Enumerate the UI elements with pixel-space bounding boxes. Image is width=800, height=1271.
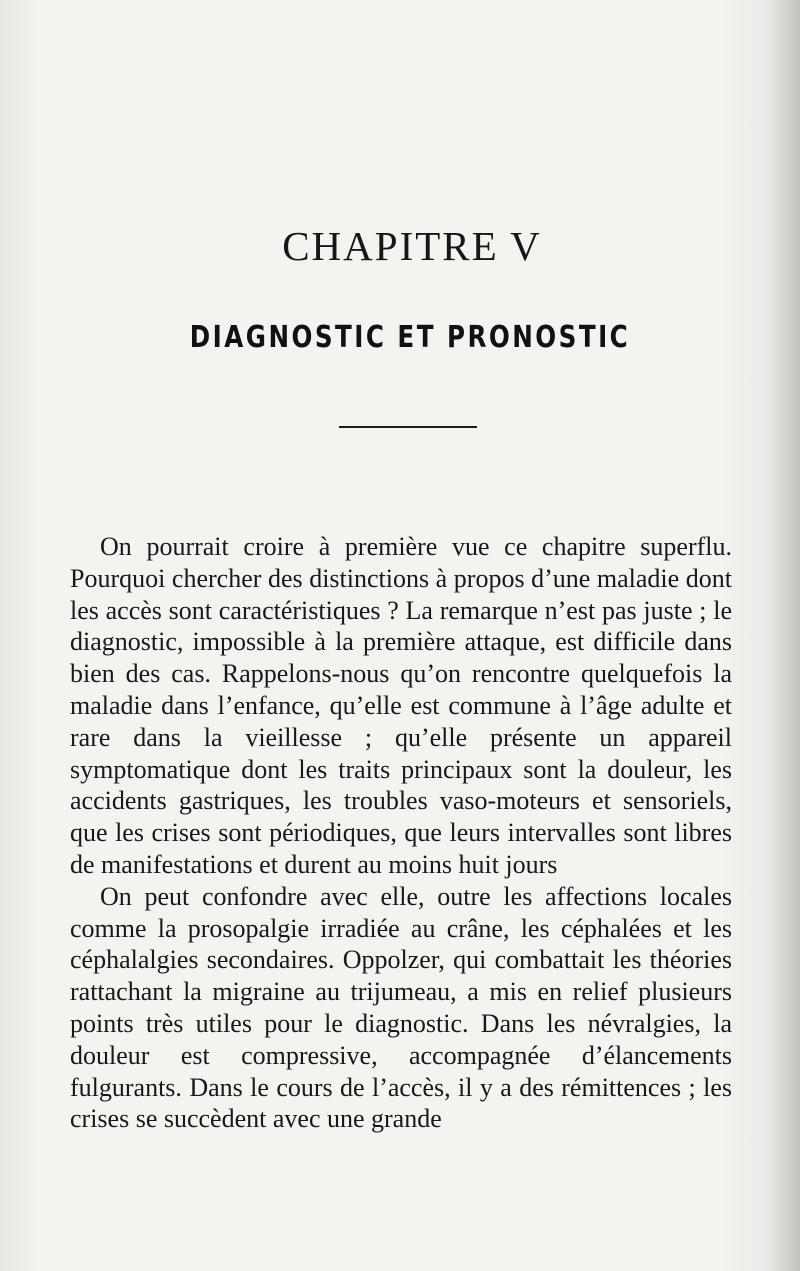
section-title: DIAGNOSTIC ET PRONOSTIC <box>189 320 631 355</box>
paragraph-1: On pourrait croire à première vue ce chapitre superflu. Pourquoi chercher des distinctions à propos d’une maladie dont les accès sont caractéristiques ? La remarque n’est pas juste ; le diagnostic, impossible à la première attaque, est difficile dans bien des cas. Rappelons-nous qu’on rencontre quelquefois la maladie dans l’enfance, qu’elle est commune à l’âge adulte et rare dans la vieillesse ; qu’elle présente un appareil symptomatique dont les traits principaux sont la douleur, les accidents gastriques, les troubles vaso-moteurs et sensoriels, que les crises sont périodiques, que leurs intervalles sont libres de manifestations et durent au moins huit jours <box>70 532 732 879</box>
chapter-title: CHAPITRE V <box>282 223 542 269</box>
title-divider <box>339 426 477 428</box>
body-text <box>70 531 732 1135</box>
paragraph-2: On peut confondre avec elle, outre les affections locales comme la prosopalgie irradiée au crâne, les céphalées et les céphalalgies secondaires. Oppolzer, qui combattait les théories rattachant la migraine au trijumeau, a mis en relief plusieurs points très utiles pour le diagnostic. Dans les névralgies, la douleur est compressive, accompagnée d’élancements fulgurants. Dans le cours de l’accès, il y a des rémittences ; les crises se succèdent avec une grande <box>70 881 732 1134</box>
page-gutter-shadow <box>766 0 800 1271</box>
